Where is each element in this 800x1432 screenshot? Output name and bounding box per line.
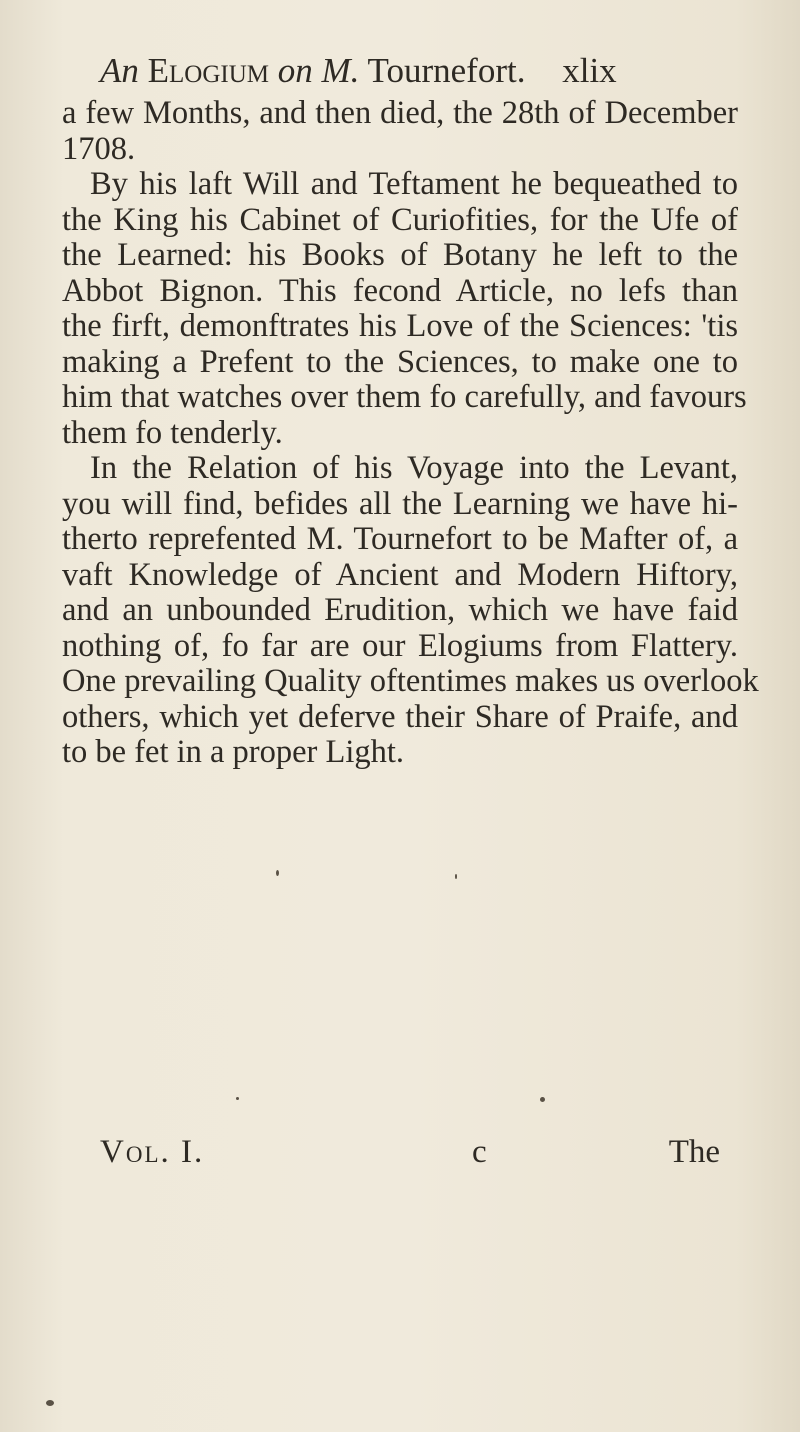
running-header (100, 46, 740, 96)
text-line: a few Months, and then died, the 28th of December (62, 95, 738, 131)
text-line: 1708. (62, 130, 136, 167)
text-line: vaft Knowledge of Ancient and Modern Hiftory, (62, 556, 738, 593)
ink-speck (276, 870, 279, 876)
text-line: making a Prefent to the Sciences, to make one to (62, 343, 738, 380)
paragraph-2 (62, 166, 747, 451)
header-surname: Tournefort. (367, 51, 526, 90)
header-on: on (277, 51, 313, 90)
text-line: the Learned: his Books of Botany he left to the (62, 237, 738, 273)
ink-speck (46, 1400, 54, 1406)
catchword: The (668, 1134, 720, 1170)
volume-signature: Vol. I. (100, 1134, 205, 1170)
header-title: Elogium (147, 51, 270, 90)
text-line: and an unbounded Erudition, which we have faid (62, 592, 738, 628)
text-line: them fo tenderly. (62, 414, 283, 451)
ink-speck (236, 1097, 239, 1100)
text-line: others, which yet deferve their Share of Praife, and (62, 698, 738, 735)
text-line: nothing of, fo far are our Elogiums from Flattery. (62, 627, 738, 664)
text-line: Abbot Bignon. This fecond Article, no lefs than (62, 272, 738, 309)
text-line: to be fet in a proper Light. (62, 734, 405, 770)
text-line: the firft, demonftrates his Love of the Sciences: 'tis (62, 308, 738, 344)
header-name: M. (321, 51, 360, 90)
page-footer (100, 1128, 740, 1176)
text-line: In the Relation of his Voyage into the Levant, (90, 450, 738, 486)
text-line: him that watches over them fo carefully, and favours (62, 379, 747, 415)
paragraph-3 (62, 450, 759, 771)
text-line: you will find, befides all the Learning we have hi- (62, 485, 738, 522)
ink-speck (540, 1097, 545, 1102)
text-line: By his laft Will and Teftament he bequeathed to (90, 166, 738, 202)
ink-speck (455, 874, 457, 879)
page-number: xlix (562, 51, 617, 90)
page-body (62, 95, 759, 771)
paragraph-1 (62, 96, 738, 167)
text-line: therto reprefented M. Tournefort to be Mafter of, a (62, 521, 738, 557)
text-line: the King his Cabinet of Curiofities, for the Ufe of (62, 201, 738, 238)
signature-mark: c (472, 1134, 487, 1170)
text-line: One prevailing Quality oftentimes makes us overlook (62, 663, 759, 699)
header-prefix: An (100, 51, 139, 90)
